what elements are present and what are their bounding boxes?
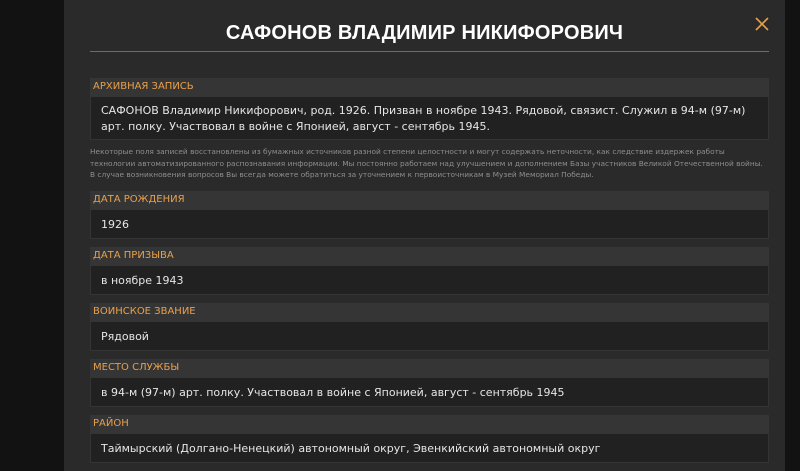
district-value: Таймырский (Долгано-Ненецкий) автономный округ, Эвенкийский автономный округ (90, 433, 769, 463)
district-section (90, 415, 769, 463)
left-overlay (0, 0, 64, 471)
military-rank-value: Рядовой (90, 321, 769, 351)
district-label: РАЙОН (90, 415, 769, 433)
birth-date-label: ДАТА РОЖДЕНИЯ (90, 191, 769, 209)
place-of-service-value: в 94-м (97-м) арт. полку. Участвовал в войне с Японией, август - сентябрь 1945 (90, 377, 769, 407)
record-modal (64, 0, 785, 471)
archive-record-section (90, 78, 769, 140)
archive-record-label: АРХИВНАЯ ЗАПИСЬ (90, 78, 769, 96)
title-divider (90, 51, 769, 52)
birth-date-value: 1926 (90, 209, 769, 239)
birth-date-section (90, 191, 769, 239)
conscription-date-label: ДАТА ПРИЗЫВА (90, 247, 769, 265)
place-of-service-section (90, 359, 769, 407)
archive-record-value: САФОНОВ Владимир Никифорович, род. 1926. Призван в ноябре 1943. Рядовой, связист. Служил в 94-м (97-м) арт. полку. Участвовал в войне с Японией, август - сентябрь 1945. (90, 96, 769, 140)
modal-title: САФОНОВ ВЛАДИМИР НИКИФОРОВИЧ (225, 22, 624, 44)
close-button[interactable] (752, 14, 772, 34)
disclaimer-text: Некоторые поля записей восстановлены из бумажных источников разной степени целостности и могут содержать неточности, как следствие издержек работы технологии автоматизированного распознавания информации. Мы постоянно работаем над улучшением и дополнением Базы участников Великой Отечественной войны. В случае возникновения вопросов Вы всегда можете обратиться за уточнением к первоисточникам в Музей Мемориал Победы. (90, 147, 763, 179)
close-x-icon (752, 14, 772, 34)
place-of-service-label: МЕСТО СЛУЖБЫ (90, 359, 769, 377)
military-rank-label: ВОИНСКОЕ ЗВАНИЕ (90, 303, 769, 321)
conscription-date-value: в ноябре 1943 (90, 265, 769, 295)
conscription-date-section (90, 247, 769, 295)
right-overlay (785, 0, 800, 471)
military-rank-section (90, 303, 769, 351)
